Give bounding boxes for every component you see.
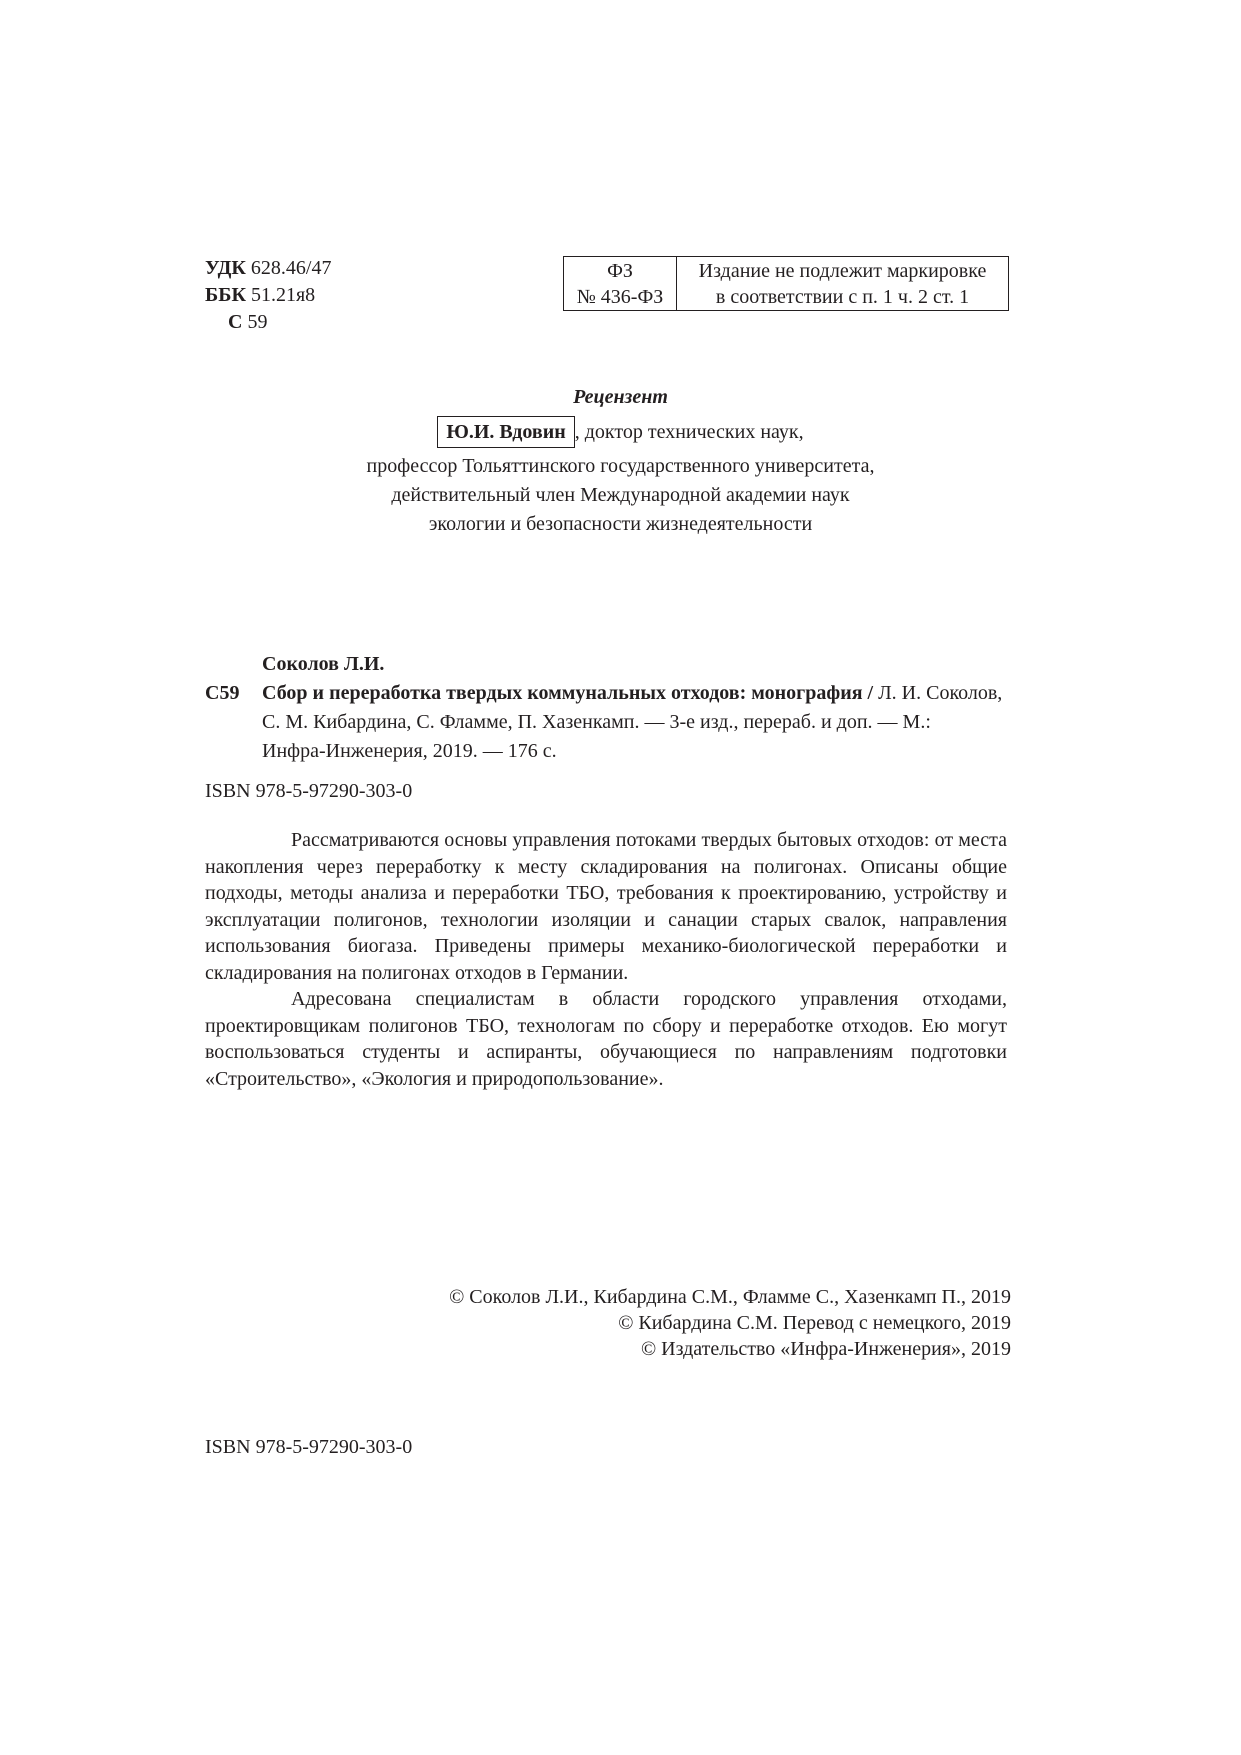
udk-value: 628.46/47	[250, 257, 332, 279]
reviewer-info-line: профессор Тольяттинского государственного университета,	[366, 455, 875, 477]
bbk-row	[205, 282, 331, 309]
biblio-line3: Инфра-Инженерия, 2019. — 176 с.	[262, 740, 557, 762]
biblio-author: Соколов Л.И.	[262, 653, 385, 675]
reviewer-name: Ю.И. Вдовин	[437, 416, 574, 448]
udk-label: УДК	[205, 257, 246, 279]
biblio-title: Сбор и переработка твердых коммунальных отходов: монография /	[262, 682, 874, 704]
biblio-cut-code: С59	[205, 682, 240, 704]
reviewer-info	[0, 452, 1241, 539]
abstract	[205, 827, 1007, 1092]
fz-law-line1: ФЗ	[607, 260, 633, 282]
fz-notice-line1: Издание не подлежит маркировке	[698, 260, 987, 282]
reviewer-label: Рецензент	[573, 386, 668, 408]
bibliographic-entry	[205, 650, 1035, 766]
fz-notice-cell	[677, 257, 1008, 310]
copyright-line: © Кибардина С.М. Перевод с немецкого, 2019	[618, 1312, 1011, 1334]
fz-notice-line2: в соответствии с п. 1 ч. 2 ст. 1	[715, 286, 970, 308]
cut-row	[205, 309, 331, 336]
fz-law-cell	[564, 257, 677, 310]
biblio-title-rest: Л. И. Соколов,	[873, 682, 1003, 704]
abstract-paragraph: Рассматриваются основы управления потоками твердых бытовых отходов: от места накопления через переработку к месту складирования на полигонах. Описаны общие подходы, методы анализа и переработки ТБО, требования к проектированию, устройству и эксплуатации полигонов, технологии изоляции и санации старых свалок, направления использования биогаза. Приведены примеры механико-биологической переработки и складирования на полигонах отходов в Германии.	[205, 829, 1007, 984]
copyright-line: © Соколов Л.И., Кибардина С.М., Фламме С., Хазенкамп П., 2019	[449, 1286, 1011, 1308]
abstract-paragraph: Адресована специалистам в области городского управления отходами, проектировщикам полигонов ТБО, технологам по сбору и переработке отходов. Ею могут воспользоваться студенты и аспиранты, обучающиеся по направлениям подготовки «Строительство», «Экология и природопользование».	[205, 988, 1007, 1090]
cut-label: С	[228, 311, 243, 333]
reviewer-info-line: экологии и безопасности жизнедеятельности	[428, 513, 813, 535]
udk-row	[205, 255, 331, 282]
classification-block	[205, 255, 331, 336]
isbn-bottom: ISBN 978-5-97290-303-0	[205, 1436, 413, 1458]
fz-marking-box	[563, 256, 1009, 311]
biblio-title-line	[205, 679, 1035, 708]
isbn-top: ISBN 978-5-97290-303-0	[205, 780, 413, 802]
reviewer-info-line: действительный член Международной академии наук	[391, 484, 850, 506]
reviewer-degree: , доктор технических наук,	[574, 421, 804, 443]
copyright-line: © Издательство «Инфра-Инженерия», 2019	[640, 1338, 1011, 1360]
fz-law-line2: № 436-ФЗ	[576, 286, 664, 308]
copyright-block	[449, 1284, 1011, 1362]
bbk-value: 51.21я8	[250, 284, 316, 306]
biblio-author-line	[205, 650, 1035, 679]
reviewer-line	[0, 416, 1241, 448]
bbk-label: ББК	[205, 284, 246, 306]
cut-value: 59	[247, 311, 268, 333]
biblio-line2: С. М. Кибардина, С. Фламме, П. Хазенкамп. — 3-е изд., перераб. и доп. — М.:	[262, 711, 931, 733]
